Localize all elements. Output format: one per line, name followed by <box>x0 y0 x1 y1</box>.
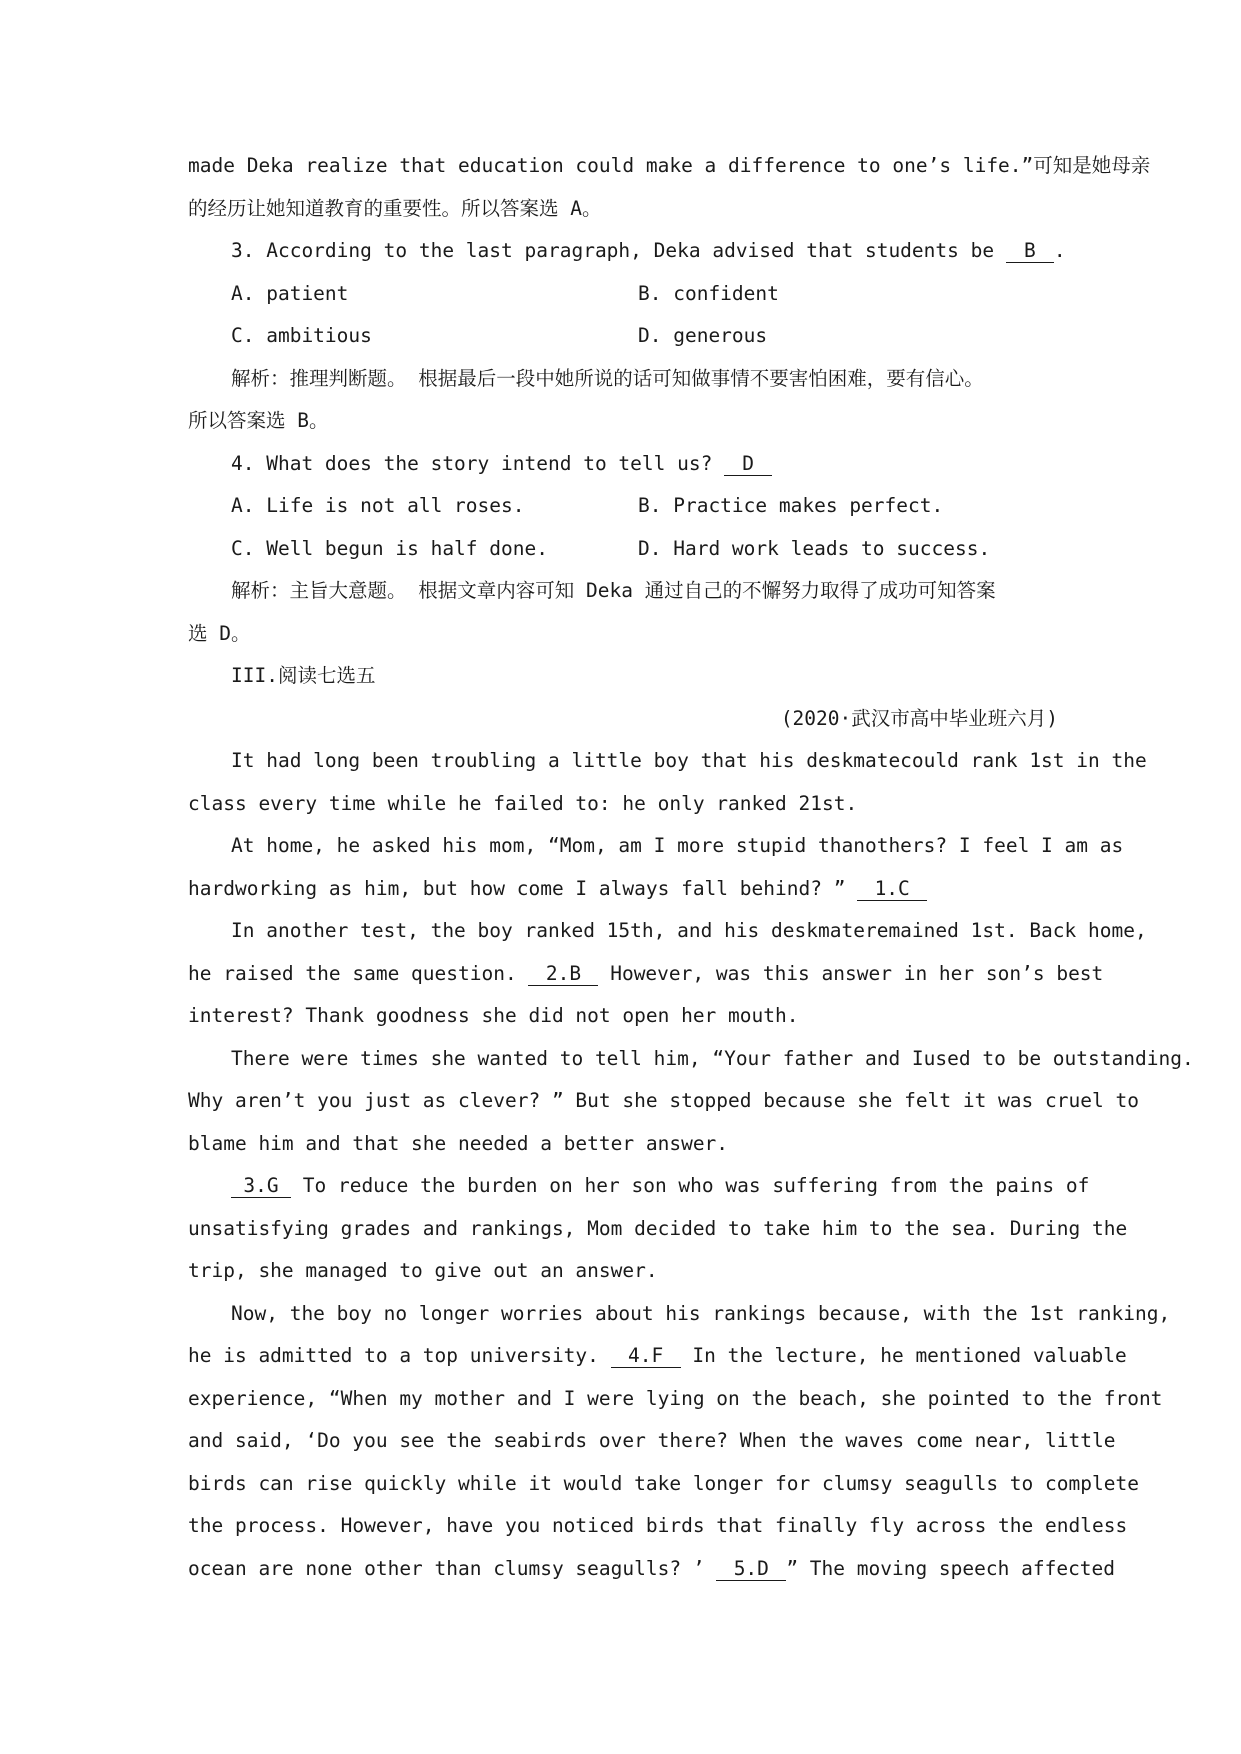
passage-line: It had long been troubling a little boy that his deskmatecould rank 1st in the <box>231 749 1147 772</box>
answer-blank-1: 1.C <box>857 878 927 901</box>
option-c: C. ambitious <box>231 324 372 347</box>
passage-line <box>188 868 1088 911</box>
analysis-text: 解析：推理判断题。 根据最后一段中她所说的话可知做事情不要害怕困难，要有信心。 <box>231 366 984 390</box>
passage-line <box>188 1165 1088 1208</box>
passage-line: blame him and that she needed a better answer. <box>188 1131 729 1155</box>
text-line: 的经历让她知道教育的重要性。所以答案选 A。 <box>188 196 602 220</box>
answer-blank-4: 4.F <box>611 1345 681 1368</box>
option-row <box>188 485 1088 528</box>
passage-line: Why aren’t you just as clever? ” But she stopped because she felt it was cruel to <box>188 1089 1139 1112</box>
passage-text: he raised the same question. <box>188 961 529 985</box>
question-end: . <box>1053 239 1066 262</box>
option-d: D. Hard work leads to success. <box>638 536 991 560</box>
passage-text: hardworking as him, but how come I always fall behind? ” <box>188 876 858 900</box>
passage-line: There were times she wanted to tell him, “Your father and Iused to be outstanding. <box>231 1046 1194 1070</box>
passage-line: experience, “When my mother and I were lying on the beach, she pointed to the front <box>188 1386 1163 1410</box>
passage-line: interest? Thank goodness she did not open her mouth. <box>188 1004 799 1027</box>
passage-line <box>188 1548 1116 1591</box>
passage-text: he is admitted to a top university. <box>188 1344 611 1367</box>
passage-line: At home, he asked his mom, “Mom, am I more stupid thanothers? I feel I am as <box>231 834 1124 857</box>
option-row <box>188 273 1088 316</box>
answer-blank: B <box>1006 240 1054 263</box>
passage-line: class every time while he failed to: he only ranked 21st. <box>188 791 858 815</box>
option-d: D. generous <box>638 324 768 347</box>
passage-text: ocean are none other than clumsy seagulls? ’ <box>188 1556 717 1580</box>
passage-text: ” The moving speech affected <box>786 1556 1116 1580</box>
answer-blank-5: 5.D <box>716 1558 786 1581</box>
option-b: B. Practice makes perfect. <box>638 494 944 517</box>
passage-line: unsatisfying grades and rankings, Mom decided to take him to the sea. During the <box>188 1216 1128 1240</box>
answer-blank-3: 3.G <box>231 1175 291 1198</box>
option-c: C. Well begun is half done. <box>231 536 548 560</box>
source-note: (2020·武汉市高中毕业班六月) <box>780 706 1058 730</box>
option-b: B. confident <box>638 281 779 305</box>
answer-blank-2: 2.B <box>528 963 598 986</box>
question-3-stem <box>188 230 1088 273</box>
option-a: A. Life is not all roses. <box>231 494 525 517</box>
passage-line: In another test, the boy ranked 15th, and his deskmateremained 1st. Back home, <box>231 919 1147 942</box>
section-heading: III.阅读七选五 <box>231 664 376 687</box>
passage-line: Now, the boy no longer worries about his rankings because, with the 1st ranking, <box>231 1301 1171 1325</box>
option-a: A. patient <box>231 281 349 305</box>
question-4-stem <box>188 443 1088 486</box>
passage-text: However, was this answer in her son’s best <box>598 961 1104 985</box>
answer-blank: D <box>724 453 772 476</box>
passage-line: birds can rise quickly while it would take longer for clumsy seagulls to complete <box>188 1471 1139 1495</box>
passage-line: trip, she managed to give out an answer. <box>188 1259 658 1282</box>
option-row <box>188 315 1088 358</box>
analysis-text: 选 D。 <box>188 621 251 645</box>
document-page <box>188 145 1194 1590</box>
question-stem-text: 4. What does the story intend to tell us? <box>231 451 725 475</box>
question-stem-text: 3. According to the last paragraph, Deka advised that students be <box>231 239 1006 262</box>
passage-text: In the lecture, he mentioned valuable <box>680 1344 1127 1367</box>
passage-line: the process. However, have you noticed birds that finally fly across the endless <box>188 1514 1128 1537</box>
passage-line <box>188 1335 1127 1378</box>
analysis-text: 解析：主旨大意题。 根据文章内容可知 Deka 通过自己的不懈努力取得了成功可知答案 <box>231 579 996 602</box>
analysis-text: 所以答案选 B。 <box>188 409 329 432</box>
passage-line <box>188 953 1104 996</box>
option-row <box>188 528 1088 571</box>
text-line: made Deka realize that education could make a difference to one’s life.”可知是她母亲 <box>188 154 1151 177</box>
passage-line: and said, ‘Do you see the seabirds over there? When the waves come near, little <box>188 1429 1116 1452</box>
passage-text: To reduce the burden on her son who was suffering from the pains of <box>291 1174 1090 1197</box>
